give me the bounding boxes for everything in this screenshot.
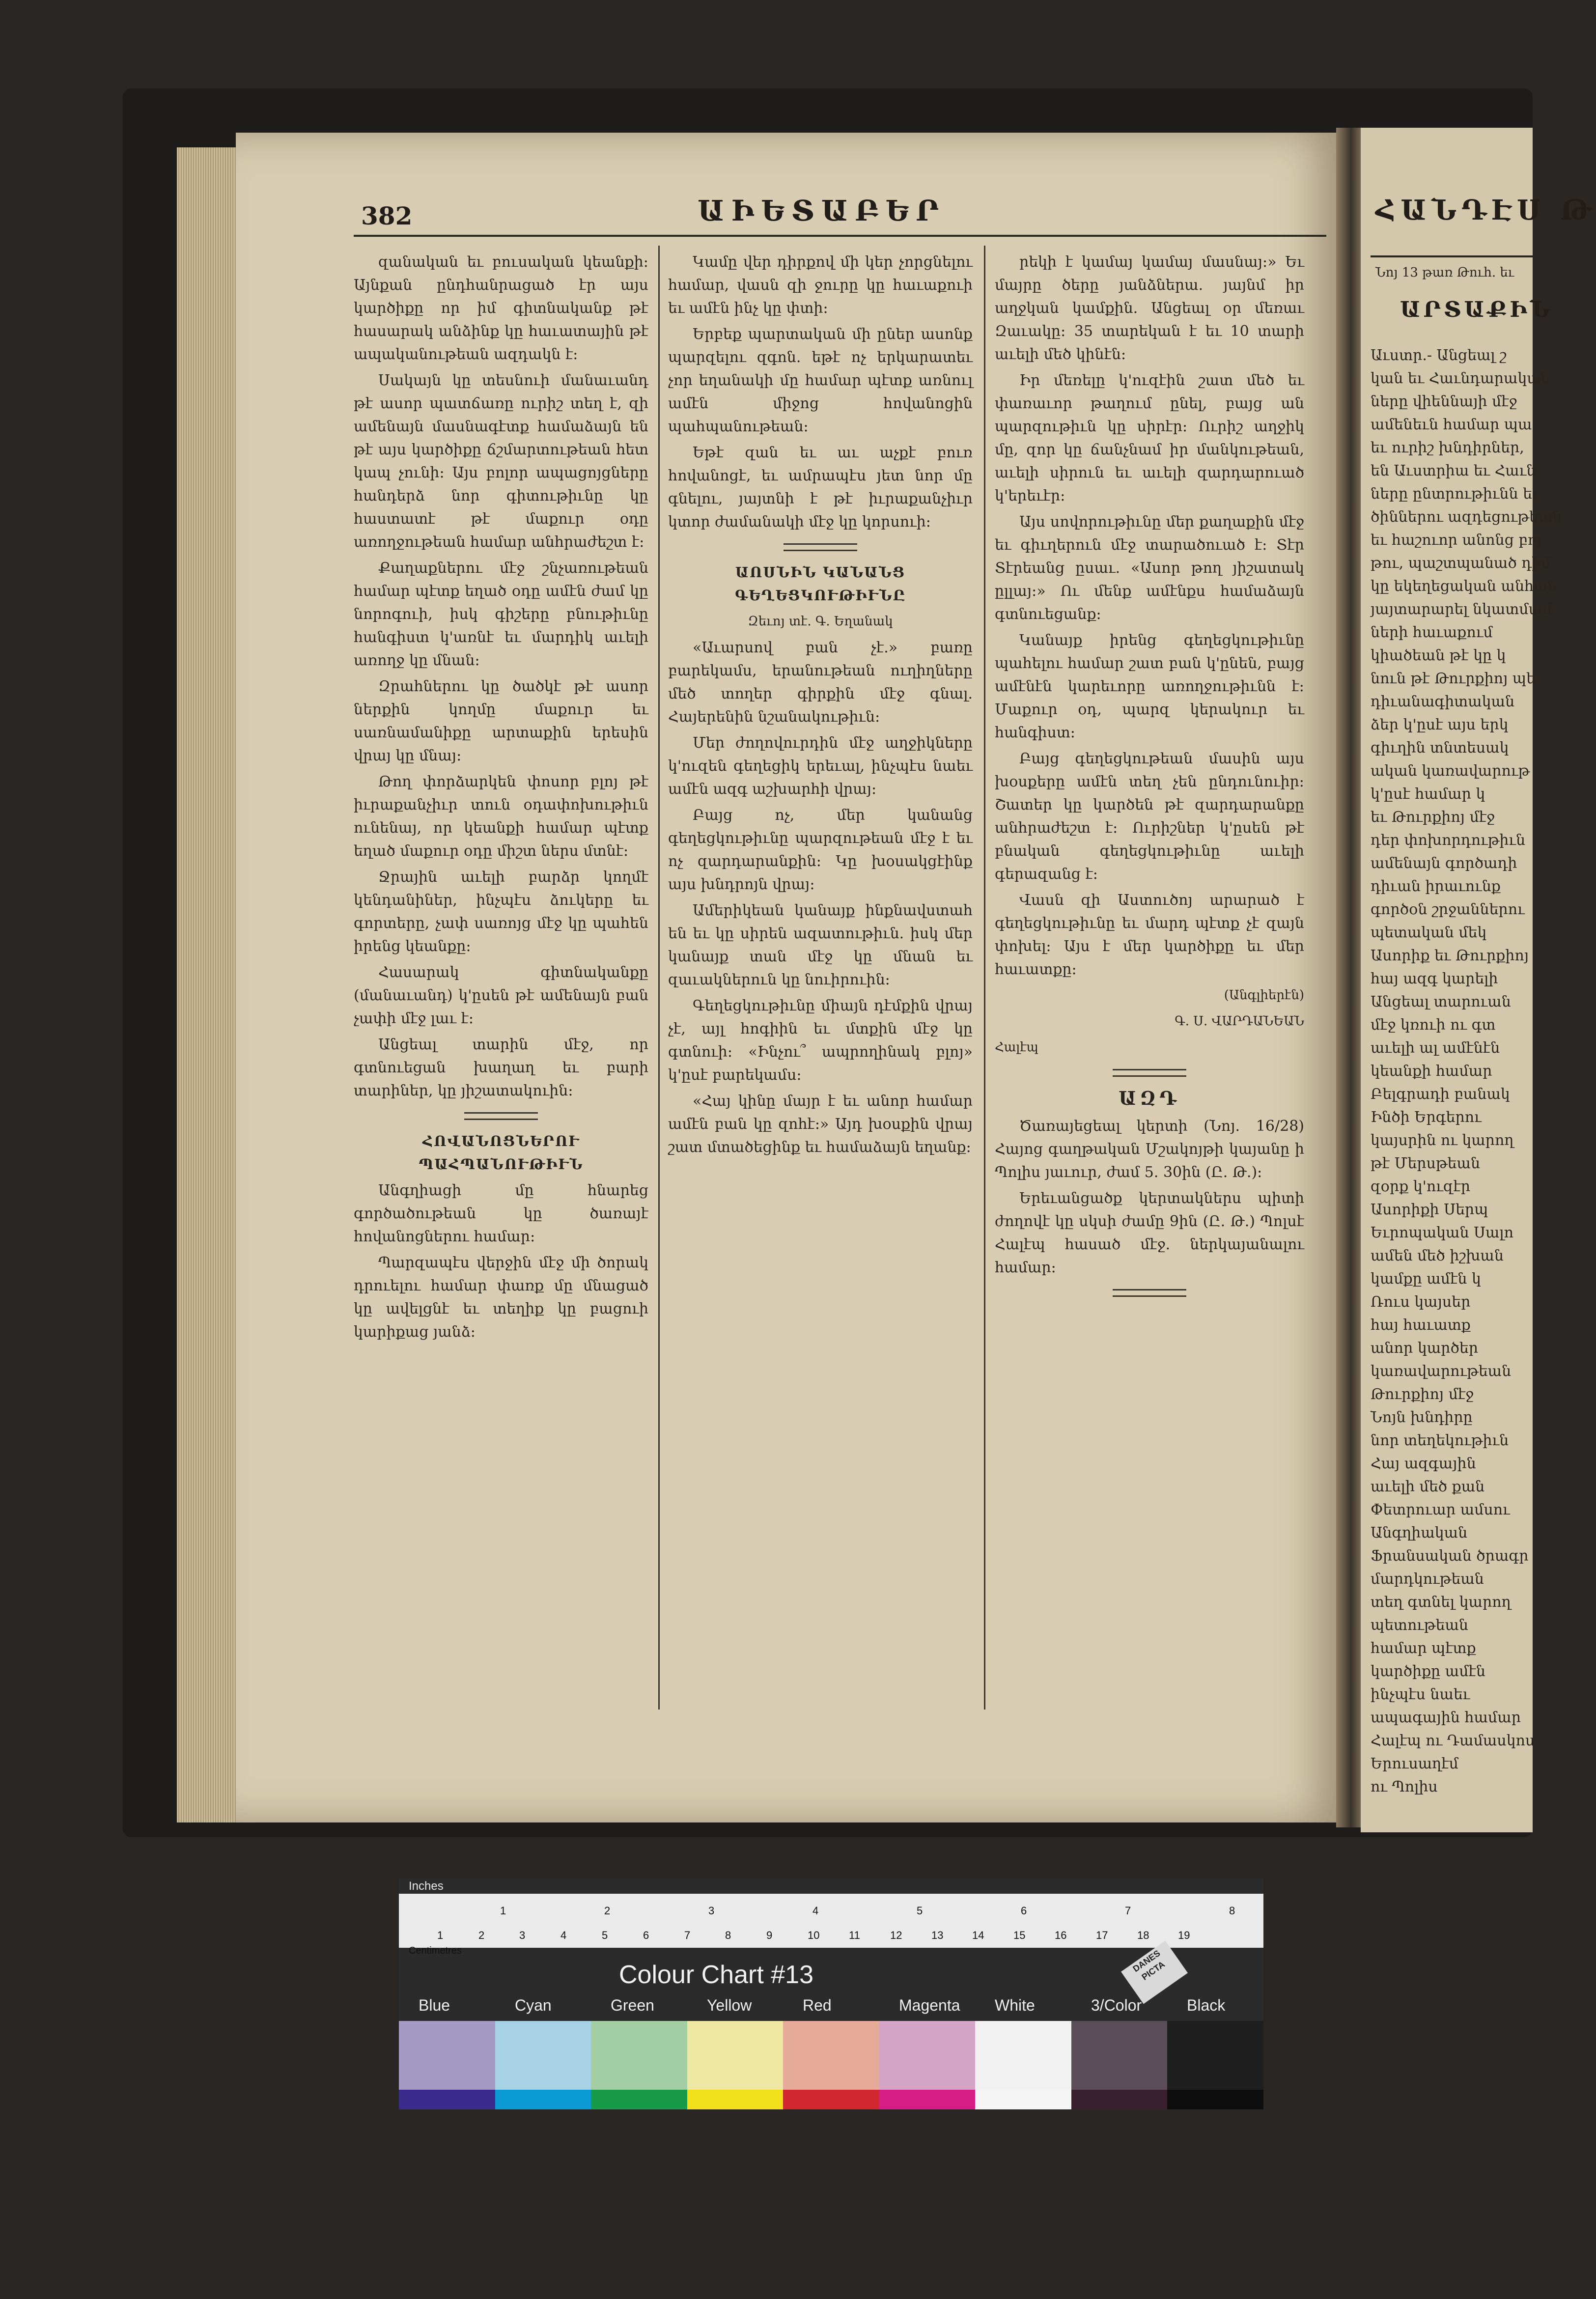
- swatch-light: [879, 2021, 976, 2090]
- swatch-dark: [879, 2090, 976, 2109]
- paragraph: Իր մեռելը կ'ուզէին շատ մեծ եւ փառաւոր թաղում ընել, բայց ան պարզութիւն կը սիրէր։ Ուրիշ աղջիկ մը, զոր կը ճանչնամ իր մանկութեան, աւելի սիրուն եւ աւելի զարդարուած կ'երեւէր։: [995, 372, 1304, 505]
- text-line: Ֆրանսական ծրագր: [1371, 1547, 1529, 1565]
- text-line: ները ընտրութիւնն եւ: [1371, 485, 1540, 503]
- swatch-dark: [1167, 2090, 1263, 2109]
- paragraph: «Աւարսով բան չէ.» բառը բարեկամս, երանութեան ուղիղները մեծ տողեր գիրքին մէջ գնալ. Հայերենին նշանակութիւն։: [668, 639, 973, 726]
- ruler-inch-mark: 6: [1021, 1905, 1027, 1917]
- paragraph: Երեւանցածք կերտակներս պիտի ժողովէ կը սկսի ժամը 9ին (Ը. Թ.) Պոլսէ Հալէպ հասած մէջ. ներկայանալու համար։: [995, 1190, 1304, 1276]
- swatch-dark: [783, 2090, 879, 2109]
- swatch-label: Magenta: [899, 1996, 960, 2014]
- ruler-cm-mark: 14: [972, 1929, 984, 1941]
- paragraph: Զրահներու կը ծածկէ թէ ասոր ներքին կողմը մաքուր եւ սառնամանիքը արտաքին երեսին վրայ կը մնայ։: [354, 678, 648, 764]
- text-line: կայսրին ու կարող: [1371, 1132, 1514, 1149]
- paragraph: Գեղեցկութիւնը միայն դէմքին վրայ չէ, այլ հոգիին եւ մտքին մէջ կը գտնուի։ «Ինչու՞ ապրողինակ բլոյ» կ'ըսէ բարեկամս։: [668, 997, 973, 1084]
- text-line: հայ ազգ կարելի: [1371, 970, 1498, 987]
- text-line: ական կառավարութ: [1371, 762, 1530, 780]
- text-line: ինչպէս նաեւ: [1371, 1686, 1470, 1703]
- swatch-label: 3/Color: [1091, 1996, 1142, 2014]
- ruler-centimetres-label: Centimetres: [409, 1945, 462, 1956]
- paragraph: Այս սովորութիւնը մեր քաղաքին մէջ եւ գիւղերուն մէջ տարածուած է։ Տէր Տէրեանց ըսաւ. «Ասոր թող յիշատակ ըլլայ։» Ու մենք ամէնքս համաձայն գտնուեցանք։: [995, 513, 1304, 623]
- text-line: աւելի մեծ քան: [1371, 1478, 1485, 1495]
- text-line: տեղ գտնել կարող: [1371, 1594, 1511, 1611]
- paragraph: Անգղիացի մը հնարեց գործածութեան կը ծառայէ հովանոցներու համար։: [354, 1182, 648, 1245]
- ruler-cm-mark: 10: [808, 1929, 820, 1941]
- swatch-dark: [1071, 2090, 1168, 2109]
- ruler-cm-mark: 2: [478, 1929, 485, 1941]
- text-line: պետութեան: [1371, 1617, 1468, 1634]
- header-rule: [354, 235, 1326, 237]
- swatch-dark: [975, 2090, 1071, 2109]
- text-line: հայ հաւատք: [1371, 1317, 1471, 1334]
- ruler-cm-mark: 19: [1178, 1929, 1190, 1941]
- ornament-rule: [1113, 1289, 1186, 1297]
- text-line: դիւանագիտական: [1371, 693, 1515, 710]
- paragraph: Բայց գեղեցկութեան մասին այս խօսքերը ամէն տեղ չեն ընդունուիր։ Շատեր կը կարծեն թէ զարդարանքը անհրաժեշտ է։ Ուրիշներ կ'ըսեն թէ բնական գեղեցկութիւնը աւելի գերազանց է։: [995, 750, 1304, 883]
- text-line: յայտարարել նկատմամ: [1371, 601, 1552, 618]
- text-line: Հայ ազգային: [1371, 1455, 1476, 1472]
- right-header-rule: [1371, 255, 1533, 257]
- notice-heading: ԱԶԴ: [1119, 1087, 1180, 1109]
- ruler-cm-mark: 13: [931, 1929, 944, 1941]
- text-line: եւ ուրիշ խնդիրներ,: [1371, 439, 1524, 456]
- ornament-rule: [784, 543, 857, 551]
- swatch-label: Green: [611, 1996, 654, 2014]
- swatch-label: Black: [1187, 1996, 1226, 2014]
- article-heading: ՀՈՎԱՆՈՑՆԵՐՈՒ ՊԱՀՊԱՆՈՒԹԻՒՆ: [419, 1133, 584, 1173]
- swatch-dark: [591, 2090, 687, 2109]
- text-line: համար պէտք: [1371, 1640, 1476, 1657]
- ruler-cm-mark: 16: [1055, 1929, 1067, 1941]
- paragraph: Ծառայեցեալ կերտի (Նոյ. 16/28) Հայոց գաղթական Մշակոյթի կայանը ի Պոլիս յաւուր, ժամ 5. 30ին (Ը. Թ.)։: [995, 1118, 1304, 1181]
- page-number: 382: [361, 201, 413, 230]
- ruler-inch-mark: 5: [917, 1905, 923, 1917]
- text-line: ների հաւաքում: [1371, 624, 1493, 641]
- ruler-inch-mark: 3: [708, 1905, 715, 1917]
- text-line: Ինծի Երգերու: [1371, 1109, 1482, 1126]
- text-line: կեանքի համար: [1371, 1063, 1492, 1080]
- swatch-dark: [687, 2090, 784, 2109]
- ruler-cm-mark: 12: [890, 1929, 902, 1941]
- text-line: մէջ կռուի ու գտ: [1371, 1016, 1496, 1034]
- column-3: [995, 251, 1304, 1405]
- paragraph: Մեր ժողովուրդին մէջ աղջիկները կ'ուզեն գեղեցիկ երեւալ, ինչպէս նաեւ ամէն ազգ աշխարհի վրայ։: [668, 734, 973, 798]
- text-line: ամենայն գործադի: [1371, 855, 1517, 872]
- ruler-inch-mark: 4: [812, 1905, 819, 1917]
- ruler-inch-mark: 2: [604, 1905, 611, 1917]
- ruler-cm-mark: 4: [560, 1929, 567, 1941]
- ruler-inch-mark: 1: [500, 1905, 506, 1917]
- text-line: կը եկեղեցական անհան: [1371, 578, 1557, 595]
- paragraph: Անցեալ տարին մէջ, որ գտնուեցան խաղաղ եւ բարի տարիներ, կը յիշատակուին։: [354, 1036, 648, 1099]
- swatch-light: [687, 2021, 784, 2090]
- ruler-cm-mark: 3: [519, 1929, 526, 1941]
- ruler-inch-mark: 8: [1229, 1905, 1235, 1917]
- text-line: գործօն շրջաններու: [1371, 901, 1525, 918]
- ruler-cm-mark: 17: [1096, 1929, 1108, 1941]
- article-subheading: Զեւոյ տէ. Գ. Եղանակ: [748, 614, 893, 629]
- ruler-cm-mark: 5: [602, 1929, 608, 1941]
- text-line: Ասորիք եւ Թուրքիոյ: [1371, 947, 1529, 964]
- ruler-cm-mark: 8: [725, 1929, 731, 1941]
- text-line: աւելի ալ ամէնէն: [1371, 1039, 1500, 1057]
- ruler-cm-mark: 18: [1137, 1929, 1149, 1941]
- text-line: կան եւ Հաւնդարական: [1371, 370, 1550, 387]
- paragraph: Ջրային աւելի բարձր կողմէ կենդանիներ, ինչպէս ձուկերը եւ գորտերը, չափ սառոյց մէջ կը պահեն իրենց կեանքը։: [354, 869, 648, 955]
- paragraph: Եթէ զան եւ աւ աչքէ բուռ հովանոցէ, եւ ամրապէս յետ նոր մը գնելու, յայտնի է թէ իւրաքանչիւր կտոր ժամանակի մէջ կը կորսուի։: [668, 444, 973, 531]
- text-line: Ասորիքի Սերպ: [1371, 1201, 1488, 1218]
- danes-picta-logo: DANES PICTA: [1121, 1941, 1188, 2004]
- ruler-cm-mark: 9: [766, 1929, 773, 1941]
- text-line: ամեն մեծ իշխան: [1371, 1247, 1504, 1264]
- text-line: մարդկութեան: [1371, 1570, 1484, 1588]
- text-line: Անցեալ տարուան: [1371, 993, 1511, 1010]
- right-page-date: Նոյ 13 թառ Թուհ. եւ: [1375, 265, 1514, 280]
- swatch-light: [975, 2021, 1071, 2090]
- text-line: Ռուս կայսեր: [1371, 1293, 1471, 1311]
- ruler-inches-label: Inches: [409, 1879, 444, 1893]
- article-heading: ԱՈՍՆԻՆ ԿԱՆԱՆՑ ԳԵՂԵՑԿՈՒԹԻՒՆԸ: [735, 564, 906, 604]
- ruler-cm-mark: 15: [1013, 1929, 1026, 1941]
- signature-place: Հալէպ: [995, 1040, 1038, 1055]
- swatch-light: [1167, 2021, 1263, 2090]
- text-line: եւ հաշուոր անոնց բոլ: [1371, 532, 1542, 549]
- swatch-dark: [399, 2090, 495, 2109]
- colour-chart-title: Colour Chart #13: [619, 1961, 813, 1989]
- right-page-heading: ԱՐՏԱՔԻՆ: [1400, 297, 1553, 322]
- text-line: Փետրուար ամսու: [1371, 1501, 1510, 1518]
- signature-author: Գ. Ս. ՎԱՐԴԱՆԵԱՆ: [1175, 1014, 1304, 1029]
- text-line: ու Պոլիս: [1371, 1778, 1438, 1795]
- ornament-rule: [464, 1112, 538, 1120]
- text-line: կիածեան թէ կը կ: [1371, 647, 1506, 664]
- ruler-cm-mark: 7: [684, 1929, 691, 1941]
- signature-source: (Անգլիերէն): [1224, 988, 1304, 1003]
- text-line: դեր փոխորդութիւն: [1371, 832, 1526, 849]
- column-1: [354, 251, 648, 1724]
- text-line: ձեր կ'ըսէ այս երկ: [1371, 716, 1509, 733]
- paragraph: Բայց ոչ, մեր կանանց գեղեցկութիւնը պարզութեան մէջ է եւ ոչ զարդարանքին։ Կը խօսակցէինք այս խնդրոյն վրայ։: [668, 807, 973, 893]
- swatch-label: Blue: [419, 1996, 450, 2014]
- text-line: կառավարութեան: [1371, 1363, 1512, 1380]
- text-line: Նոյն խնդիրը: [1371, 1409, 1473, 1426]
- running-title: ԱԻԵՏԱԲԵՐ: [698, 194, 946, 227]
- text-line: ամենեւն համար պա: [1371, 416, 1532, 433]
- paragraph: Վասն զի Աստուծոյ արարած է գեղեցկութիւնը եւ մարդ պէտք չէ զայն փոխել։ Այս է մեր կարծիքը եւ մեր հաւատքը։: [995, 892, 1304, 978]
- swatch-label: Cyan: [515, 1996, 552, 2014]
- swatch-dark: [495, 2090, 591, 2109]
- swatch-light: [1071, 2021, 1168, 2090]
- paragraph: Երբեք պարտական մի ըներ ասոնք պարզելու զգոն. եթէ ոչ երկարատեւ չոր եղանակի մը համար պէտք առնուլ ամէն միջոց հովանոցին պահպանութեան։: [668, 326, 973, 435]
- text-line: կամքը ամէն կ: [1371, 1270, 1481, 1288]
- text-line: նուն թէ Թուրքիոյ պե: [1371, 670, 1536, 687]
- text-line: Թուրքիոյ մէջ: [1371, 1386, 1474, 1403]
- text-line: ները վիեննայի մէջ: [1371, 393, 1517, 410]
- text-line: դիւան իրաւունք: [1371, 878, 1501, 895]
- swatch-light: [591, 2021, 687, 2090]
- column-divider: [658, 246, 660, 1710]
- text-line: նոր տեղեկութիւն: [1371, 1432, 1509, 1449]
- text-line: Հալէպ ու Դամասկոս: [1371, 1732, 1535, 1749]
- text-line: թու, պաշտպանած դիմ: [1371, 555, 1551, 572]
- text-line: Եւրոպական Սալո: [1371, 1224, 1514, 1241]
- text-line: եւ Թուրքիոյ մէջ: [1371, 809, 1495, 826]
- text-line: կարծիքը ամէն: [1371, 1663, 1485, 1680]
- paragraph: զանական եւ բուսական կեանքի։ Այնքան ընդհանրացած էր այս կարծիքը որ իմ գիտնականք թէ հասարակ անձինք կը հաւատային թէ ապականութեան ազդակն է։: [354, 253, 648, 363]
- column-divider: [984, 246, 985, 1710]
- text-line: Աւստր.- Անցեալ շ: [1371, 347, 1507, 364]
- text-line: Անգղիական: [1371, 1524, 1468, 1542]
- text-line: ապագային համար: [1371, 1709, 1521, 1726]
- swatch-light: [495, 2021, 591, 2090]
- right-page-title: ՀԱՆԴԷՍ Թ: [1375, 194, 1596, 226]
- text-line: թէ Մերսթեան: [1371, 1155, 1481, 1172]
- text-line: Բելգրադի բանակ: [1371, 1086, 1510, 1103]
- paragraph: «Հայ կինը մայր է եւ անոր համար ամէն բան կը զոհէ։» Այդ խօսքին վրայ շատ մտածեցինք եւ համաձայն եղանք։: [668, 1093, 973, 1156]
- paragraph: Պարզապէս վերջին մէջ մի ծորակ դրուելու համար փառք մը մնացած կը ավելցնէ եւ տեղիք կը բացուի կարիքաց յանձ։: [354, 1254, 648, 1341]
- ruler-cm-mark: 11: [849, 1929, 860, 1941]
- swatch-light: [399, 2021, 495, 2090]
- page-edges: [177, 147, 246, 1822]
- paragraph: Հասարակ գիտնականքը (մանաւանդ) կ'ըսեն թէ ամենայն բան չափի մէջ լաւ է։: [354, 964, 648, 1027]
- text-line: գիւղին տնտեսակ: [1371, 739, 1509, 757]
- paragraph: Թող փորձարկեն փոսոր բլոյ թէ իւրաքանչիւր տուն օդափոխութիւն ունենայ, որ կեանքի համար պէտք եղած մաքուր օդը միշտ ներս մտնէ։: [354, 773, 648, 860]
- paragraph: Կանայք իրենց գեղեցկութիւնը պահելու համար շատ բան կ'ընեն, բայց ամէնէն կարեւորը առողջութիւնն է։ Մաքուր օդ, պարզ կերակուր եւ հանգիստ։: [995, 632, 1304, 741]
- paragraph: րեկի է կամայ կամայ մասնայ։» Եւ մայրը ծերը յանձներա. յայնմ իր աղջկան կամքին. Անցեալ օր մեռաւ Զաւակը։ 35 տարեկան է եւ 10 տարի աւելի մեծ կինէն։: [995, 253, 1304, 363]
- ruler: [399, 1894, 1263, 1948]
- swatch-label: Yellow: [707, 1996, 752, 2014]
- text-line: ծիններու ազդեցութեան: [1371, 508, 1562, 526]
- swatch-light: [783, 2021, 879, 2090]
- paragraph: Քաղաքներու մէջ շնչառութեան համար պէտք եղած օդը ամէն ժամ կը նորոգուի, իսկ գիշերը բնութիւնը հանգիստ կ'առնէ եւ մարդիկ աւելի առողջ կը մնան։: [354, 560, 648, 669]
- text-line: զօրք կ'ուզէր: [1371, 1178, 1471, 1195]
- ruler-inch-mark: 7: [1125, 1905, 1131, 1917]
- text-line: անոր կարծեր: [1371, 1340, 1479, 1357]
- ornament-rule: [1113, 1069, 1186, 1077]
- paragraph: Կամը վեր դիրքով մի կեր չորցնելու համար, վասն զի ջուրը կը հաւաքուի եւ ամէն ինչ կը փտի։: [668, 253, 973, 317]
- swatch-label: White: [995, 1996, 1035, 2014]
- column-2: [668, 251, 973, 1714]
- text-line: կ'ըսէ համար կ: [1371, 785, 1485, 803]
- text-line: են Աւստրիա եւ Հաւն: [1371, 462, 1536, 479]
- paragraph: Ամերիկեան կանայք ինքնավստահ են եւ կը սիրեն ազատութիւն. իսկ մեր կանայք տան մէջ կը մնան եւ զաւակներուն կը նուիրուին։: [668, 902, 973, 988]
- text-line: Երուսաղէմ: [1371, 1755, 1458, 1772]
- right-page-column: [1371, 344, 1562, 1795]
- ruler-cm-mark: 1: [437, 1929, 444, 1941]
- paragraph: Սակայն կը տեսնուի մանաւանդ թէ ասոր պատճառը ուրիշ տեղ է, զի ամենայն մասնագէտք համաձայն են թէ այս կարծիքը ճշմարտութեան հետ կապ չունի։ Այս բոլոր ապացոյցները հանդերձ նոր գիտութիւնը կը հաստատէ թէ մաքուր օդը առողջութեան համար անհրաժեշտ է։: [354, 372, 648, 551]
- text-line: պետական մեկ: [1371, 924, 1487, 941]
- swatch-label: Red: [803, 1996, 832, 2014]
- ruler-cm-mark: 6: [643, 1929, 649, 1941]
